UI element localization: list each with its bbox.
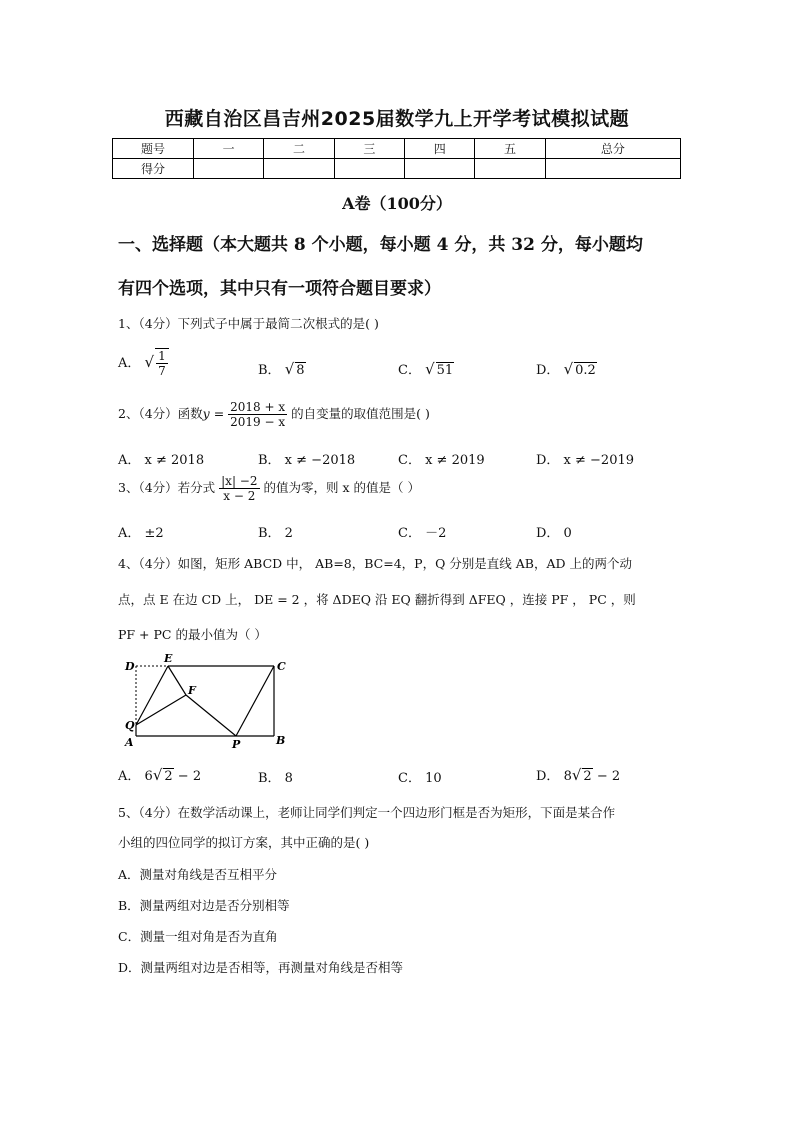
q1-c-radicand: 51 [436, 363, 454, 378]
q1-stem: 1、（4分）下列式子中属于最简二次根式的是( ) [118, 316, 379, 331]
score-cell [475, 159, 545, 179]
q4-line1: 4、（4分）如图，矩形 ABCD 中， AB=8，BC=4，P，Q 分别是直线 AB，AD 上的两个动 [118, 556, 632, 571]
section-heading-line2: 有四个选项，其中只有一项符合题目要求） [118, 279, 441, 299]
q5-option-b: B．测量两组对边是否分别相等 [118, 898, 290, 913]
q4-a-rest: − 2 [173, 769, 202, 784]
q4-option-b: B． 8 [258, 771, 293, 786]
q1-b-label: B． [258, 363, 281, 378]
q1-d-label: D． [536, 363, 560, 378]
section-heading-line1: 一、选择题（本大题共 8 个小题，每小题 4 分，共 32 分，每小题均 [118, 235, 643, 255]
page-title: 西藏自治区昌吉州2025届数学九上开学考试模拟试题 [164, 108, 630, 130]
score-table [112, 138, 681, 179]
label-q: Q [125, 719, 135, 732]
q1-b-radicand: 8 [296, 363, 305, 378]
label-p: P [232, 738, 241, 750]
q3-stem [118, 474, 420, 503]
sqrt-symbol: √ [152, 766, 163, 784]
q1-option-a [118, 348, 169, 378]
q4-d-coef: 8 [563, 769, 572, 784]
score-header-cell: 三 [334, 139, 404, 159]
q4-option-d [536, 765, 620, 784]
q2-option-c: C． x ≠ 2019 [398, 453, 485, 468]
q2-option-b: B． x ≠ −2018 [258, 453, 356, 468]
q4-d-rest: − 2 [592, 769, 621, 784]
sqrt-symbol: √ [284, 360, 295, 378]
q3-option-c: C． －2 [398, 526, 447, 541]
q1-a-numerator: 1 [158, 349, 166, 363]
q1-d-radicand: 0.2 [575, 363, 596, 378]
q1-a-label: A． [118, 356, 141, 371]
score-table-header-row [113, 139, 681, 159]
label-e: E [164, 652, 173, 665]
segment-ef [168, 666, 186, 695]
sqrt-symbol: √ [563, 360, 574, 378]
volume-heading: A卷（100分） [342, 194, 452, 213]
label-d: D [125, 660, 135, 673]
score-cell [334, 159, 404, 179]
label-c: C [277, 660, 286, 673]
q3-option-b: B． 2 [258, 526, 293, 541]
q3-numerator: |x| −2 [221, 474, 258, 488]
label-f: F [188, 684, 196, 697]
q2-stem: 2、（4分）函数y = $\frac{2018 + x}{2019 - x}$ 的自变量的取值范围是( ) [118, 400, 430, 429]
q3-option-d: D． 0 [536, 526, 572, 541]
q5-line2: 小组的四位同学的拟订方案，其中正确的是( ) [118, 835, 370, 850]
label-a: A [125, 736, 134, 749]
q2-suffix: 的自变量的取值范围是( ) [291, 406, 430, 421]
score-header-cell: 一 [194, 139, 264, 159]
rectangle-figure [118, 650, 298, 750]
q1-a-denominator: 7 [158, 364, 166, 378]
score-header-cell: 四 [405, 139, 475, 159]
q1-option-c [398, 359, 454, 378]
q3-prefix: 3、（4分）若分式 [118, 480, 216, 495]
q5-line1: 5、（4分）在数学活动课上，老师让同学们判定一个四边形门框是否为矩形，下面是某合作 [118, 805, 616, 820]
q3-denominator: x − 2 [223, 489, 256, 503]
q1-option-b [258, 359, 306, 378]
q4-d-radicand: 2 [583, 769, 592, 784]
sqrt-symbol: √ [425, 360, 435, 378]
score-header-cell: 总分 [545, 139, 680, 159]
score-cell [405, 159, 475, 179]
q4-d-label: D． [536, 769, 560, 784]
q4-a-radicand: 2 [164, 769, 173, 784]
q4-a-coef: 6 [144, 769, 153, 784]
sqrt-symbol: √ [571, 766, 582, 784]
q4-line2: 点，点 E 在边 CD 上， DE = 2 ，将 ΔDEQ 沿 EQ 翻折得到 ΔFEQ ，连接 PF ， PC ，则 [118, 592, 636, 607]
score-row-label: 得分 [113, 159, 194, 179]
label-b: B [276, 734, 286, 747]
score-table-score-row [113, 159, 681, 179]
q3-option-a: A． ±2 [118, 526, 164, 541]
segment-pc [236, 666, 274, 736]
q5-option-d: D．测量两组对边是否相等，再测量对角线是否相等 [118, 960, 404, 975]
q1-a-radicand [155, 348, 169, 378]
sqrt-symbol: √ [144, 353, 155, 371]
q1-option-d [536, 359, 597, 378]
q2-option-d: D． x ≠ −2019 [536, 453, 635, 468]
q2-denominator: 2019 − x [230, 415, 286, 429]
q2-prefix: 2、（4分）函数 [118, 406, 203, 421]
q4-option-a [118, 765, 201, 784]
segment-fp [186, 695, 236, 736]
q4-option-c: C． 10 [398, 771, 442, 786]
score-header-cell: 二 [264, 139, 334, 159]
q5-option-c: C．测量一组对角是否为直角 [118, 929, 278, 944]
q5-option-a: A．测量对角线是否互相平分 [118, 867, 278, 882]
score-cell [194, 159, 264, 179]
q4-a-label: A． [118, 769, 141, 784]
score-header-cell: 五 [475, 139, 545, 159]
q3-suffix: 的值为零，则 x 的值是（ ） [263, 480, 420, 495]
q1-c-label: C． [398, 363, 421, 378]
segment-eq [136, 666, 168, 725]
score-header-cell: 题号 [113, 139, 194, 159]
q2-option-a: A． x ≠ 2018 [118, 453, 205, 468]
q4-line3: PF + PC 的最小值为（ ） [118, 627, 267, 642]
score-cell [264, 159, 334, 179]
score-cell [545, 159, 680, 179]
q2-numerator: 2018 + x [230, 400, 286, 414]
q2-y: y [202, 406, 210, 421]
